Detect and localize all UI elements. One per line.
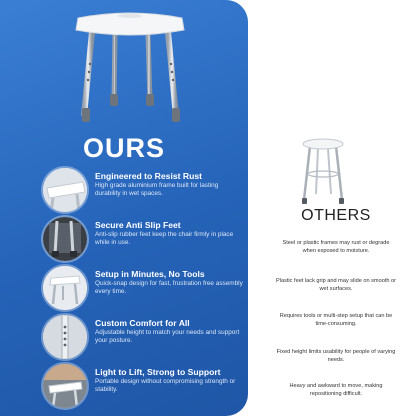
stool-assembly-photo-icon — [43, 266, 87, 310]
feature-description: Adjustable height to match your needs and support your posture. — [95, 329, 240, 344]
shower-stool-image — [70, 4, 190, 132]
feature-description: High grade aluminium frame built for lasting durability in wet spaces. — [95, 182, 219, 197]
adjustable-leg-photo-icon — [43, 315, 87, 359]
others-item: Heavy and awkward to move, making repositioning difficult. — [289, 383, 383, 397]
lifting-stool-photo-icon — [43, 364, 87, 408]
others-heading: OTHERS — [301, 207, 371, 224]
feature-item — [43, 168, 243, 212]
others-item: Plastic feet lack grip and may slide on smooth or wet surfaces. — [276, 278, 397, 292]
feature-description: Anti-slip rubber feet keep the chair firmly in place while in use. — [95, 231, 234, 246]
feature-item — [43, 266, 243, 310]
feature-item — [43, 315, 243, 359]
feature-description: Portable design without compromising strength or stability. — [95, 378, 236, 393]
round-stool-image — [298, 136, 348, 206]
feature-title: Setup in Minutes, No Tools — [95, 269, 205, 279]
feature-title: Engineered to Resist Rust — [95, 171, 202, 181]
stool-legs-photo-icon — [43, 217, 87, 261]
feature-item — [43, 217, 243, 261]
others-item: Requires tools or multi-step setup that can be time-consuming. — [279, 313, 393, 327]
ours-heading: OURS — [82, 133, 165, 163]
feature-title: Custom Comfort for All — [95, 318, 190, 328]
others-item: Steel or plastic frames may rust or degrade when exposed to moisture. — [282, 240, 390, 254]
feature-title: Light to Lift, Strong to Support — [95, 367, 221, 377]
feature-title: Secure Anti Slip Feet — [95, 220, 181, 230]
feature-description: Quick-snap design for fast, frustration free assembly every time. — [95, 280, 243, 295]
feature-item — [43, 364, 243, 408]
stool-seat-photo-icon — [43, 168, 87, 212]
others-item: Fixed height limits usability for people of varying needs. — [276, 349, 396, 363]
